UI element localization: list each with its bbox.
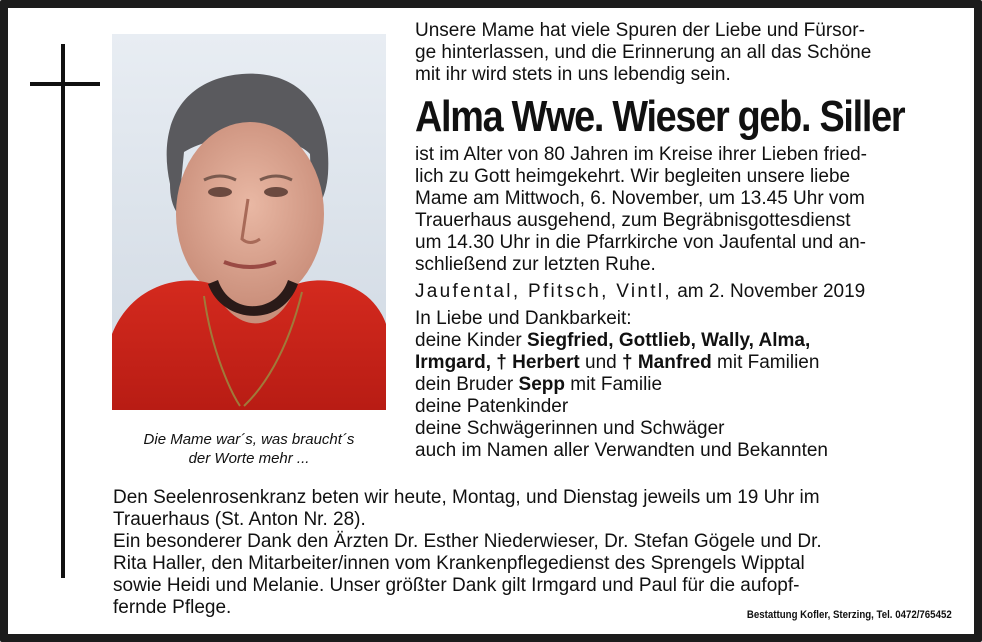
announcement-text bbox=[415, 144, 955, 276]
intro-line: ge hinterlassen, und die Erinnerung an all das Schöne bbox=[415, 42, 872, 63]
date: am 2. November 2019 bbox=[677, 281, 866, 302]
caption-line: Die Mame war´s, was braucht´s bbox=[143, 431, 355, 448]
mourners-brother: dein Bruder Sepp mit Familie bbox=[415, 374, 663, 395]
cross-icon-bar bbox=[30, 82, 100, 86]
portrait-photo bbox=[112, 34, 386, 410]
deceased-name: Alma Wwe. Wieser geb. Siller bbox=[415, 92, 905, 141]
mourners-godchildren: deine Patenkinder bbox=[415, 396, 569, 417]
announcement-line: um 14.30 Uhr in die Pfarrkirche von Jaufental und an- bbox=[415, 232, 866, 253]
undertaker-credit: Bestattung Kofler, Sterzing, Tel. 0472/765452 bbox=[747, 609, 952, 621]
announcement-line: Trauerhaus ausgehend, zum Begräbnisgottesdienst bbox=[415, 210, 851, 231]
intro-text bbox=[415, 20, 955, 86]
mourners-children-cont: Irmgard, † Herbert und † Manfred mit Familien bbox=[415, 352, 820, 373]
bottom-line: sowie Heidi und Melanie. Unser größter Dank gilt Irmgard und Paul für die aufopf- bbox=[113, 575, 800, 596]
bottom-line: Den Seelenrosenkranz beten wir heute, Montag, und Dienstag jeweils um 19 Uhr im bbox=[113, 487, 820, 508]
caption-line: der Worte mehr ... bbox=[188, 450, 310, 467]
bottom-line: Rita Haller, den Mitarbeiter/innen vom Krankenpflegedienst des Sprengels Wipptal bbox=[113, 553, 805, 574]
cross-icon bbox=[61, 44, 65, 578]
mourners-relatives: auch im Namen aller Verwandten und Bekannten bbox=[415, 440, 828, 461]
mourners-intro: In Liebe und Dankbarkeit: bbox=[415, 308, 632, 329]
intro-line: mit ihr wird stets in uns lebendig sein. bbox=[415, 64, 731, 85]
announcement-line: ist im Alter von 80 Jahren im Kreise ihrer Lieben fried- bbox=[415, 144, 867, 165]
place-date bbox=[415, 280, 955, 304]
announcement-line: Mame am Mittwoch, 6. November, um 13.45 Uhr vom bbox=[415, 188, 865, 209]
bottom-line: Trauerhaus (St. Anton Nr. 28). bbox=[113, 509, 366, 530]
announcement-line: schließend zur letzten Ruhe. bbox=[415, 254, 656, 275]
mourners-children: deine Kinder Siegfried, Gottlieb, Wally, Alma, bbox=[415, 330, 811, 351]
bottom-line: Ein besonderer Dank den Ärzten Dr. Esther Niederwieser, Dr. Stefan Gögele und Dr. bbox=[113, 531, 822, 552]
announcement-line: lich zu Gott heimgekehrt. Wir begleiten unsere liebe bbox=[415, 166, 851, 187]
photo-caption bbox=[112, 430, 386, 468]
mourners-in-laws: deine Schwägerinnen und Schwäger bbox=[415, 418, 725, 439]
bottom-line: fernde Pflege. bbox=[113, 597, 232, 618]
rosary-and-thanks bbox=[113, 487, 963, 619]
intro-line: Unsere Mame hat viele Spuren der Liebe und Fürsor- bbox=[415, 20, 865, 41]
mourners-list bbox=[415, 308, 955, 462]
places: Jaufental, Pfitsch, Vintl, bbox=[415, 281, 672, 302]
main-text-column bbox=[415, 20, 955, 462]
